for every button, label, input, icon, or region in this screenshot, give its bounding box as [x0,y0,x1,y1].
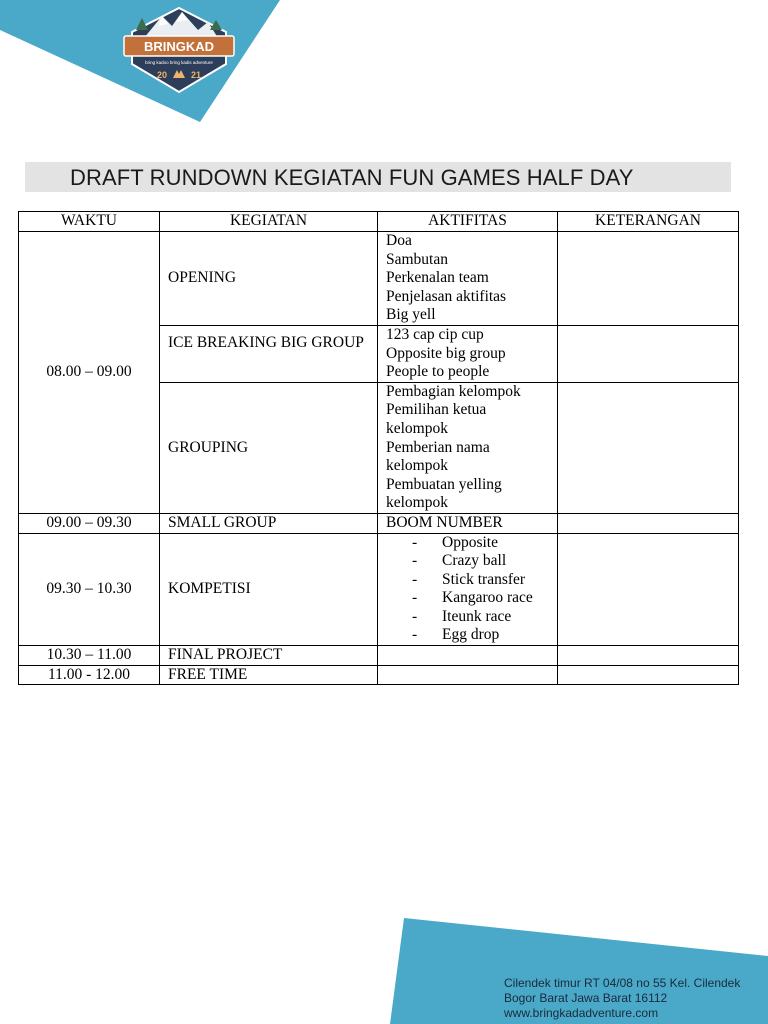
dash-bullet: - [412,626,418,644]
list-item-label: Crazy ball [442,552,507,570]
brand-year-right: 21 [190,70,202,80]
detail-line: Big yell [386,306,436,324]
notes-cell [558,232,739,326]
time-cell: 08.00 – 09.00 [19,232,160,514]
detail-line: kelompok [386,457,448,475]
dash-bullet: - [412,589,418,607]
list-item [386,608,549,627]
details-cell [378,325,558,382]
dash-bullet: - [412,552,418,570]
activity-cell: OPENING [160,232,378,326]
notes-cell [558,665,739,685]
footer-address [504,976,768,1021]
detail-line: Perkenalan team [386,269,489,287]
table-row [19,232,739,326]
brand-name: BRINGKAD [143,39,215,54]
activity-cell: KOMPETISI [160,533,378,646]
header-keterangan: KETERANGAN [558,212,739,232]
notes-cell [558,646,739,666]
list-item [386,552,549,571]
table-row [19,665,739,685]
notes-cell [558,325,739,382]
time-cell: 09.00 – 09.30 [19,513,160,533]
notes-cell [558,382,739,513]
detail-line: Opposite big group [386,344,506,362]
activity-cell: ICE BREAKING BIG GROUP [160,325,378,382]
address-line-2: Bogor Barat Jawa Barat 16112 [504,991,668,1005]
list-item [386,589,549,608]
time-cell: 09.30 – 10.30 [19,533,160,646]
detail-line: kelompok [386,494,448,512]
brand-year-left: 20 [156,70,168,80]
list-item-label: Opposite [442,533,498,551]
details-cell [378,646,558,666]
detail-line: Pemberian nama [386,438,490,456]
dash-bullet: - [412,607,418,625]
time-cell: 10.30 – 11.00 [19,646,160,666]
detail-line: Penjelasan aktifitas [386,287,507,305]
details-cell [378,232,558,326]
details-cell [378,513,558,533]
header-waktu: WAKTU [19,212,160,232]
activity-cell: FREE TIME [160,665,378,685]
table-row [19,646,739,666]
rundown-table [18,211,739,685]
list-item [386,626,549,645]
website-link[interactable]: www.bringkadadventure.com [504,1006,659,1020]
detail-line: BOOM NUMBER [386,513,503,531]
detail-line: Doa [386,232,412,249]
document-title: DRAFT RUNDOWN KEGIATAN FUN GAMES HALF DAY [70,165,634,190]
activity-cell: FINAL PROJECT [160,646,378,666]
dash-bullet: - [412,570,418,588]
address-line-1: Cilendek timur RT 04/08 no 55 Kel. Cilendek [504,976,741,990]
list-item [386,534,549,553]
dash-bullet: - [412,533,418,551]
list-item-label: Stick transfer [442,570,526,588]
notes-cell [558,513,739,533]
detail-line: People to people [386,363,490,381]
list-item-label: Kangaroo race [442,589,533,607]
brand-tagline: bring kadoo bring kadis adventure [145,60,213,65]
list-item [386,571,549,590]
competition-list [386,534,549,646]
detail-line: Pemilihan ketua [386,401,487,419]
list-item-label: Egg drop [442,626,500,644]
time-cell: 11.00 - 12.00 [19,665,160,685]
details-cell [378,665,558,685]
activity-cell: GROUPING [160,382,378,513]
bringkad-logo [122,2,236,94]
table-row [19,513,739,533]
table-row [19,533,739,646]
activity-cell: SMALL GROUP [160,513,378,533]
detail-line: kelompok [386,419,448,437]
header-aktifitas: AKTIFITAS [378,212,558,232]
table-header-row [19,212,739,232]
details-cell [378,382,558,513]
header-kegiatan: KEGIATAN [160,212,378,232]
title-bar [25,162,731,192]
list-item-label: Iteunk race [442,607,512,625]
detail-line: 123 cap cip cup [386,325,484,343]
details-cell [378,533,558,646]
detail-line: Pembuatan yelling [386,475,502,493]
notes-cell [558,533,739,646]
detail-line: Sambutan [386,250,448,268]
detail-line: Pembagian kelompok [386,382,521,400]
